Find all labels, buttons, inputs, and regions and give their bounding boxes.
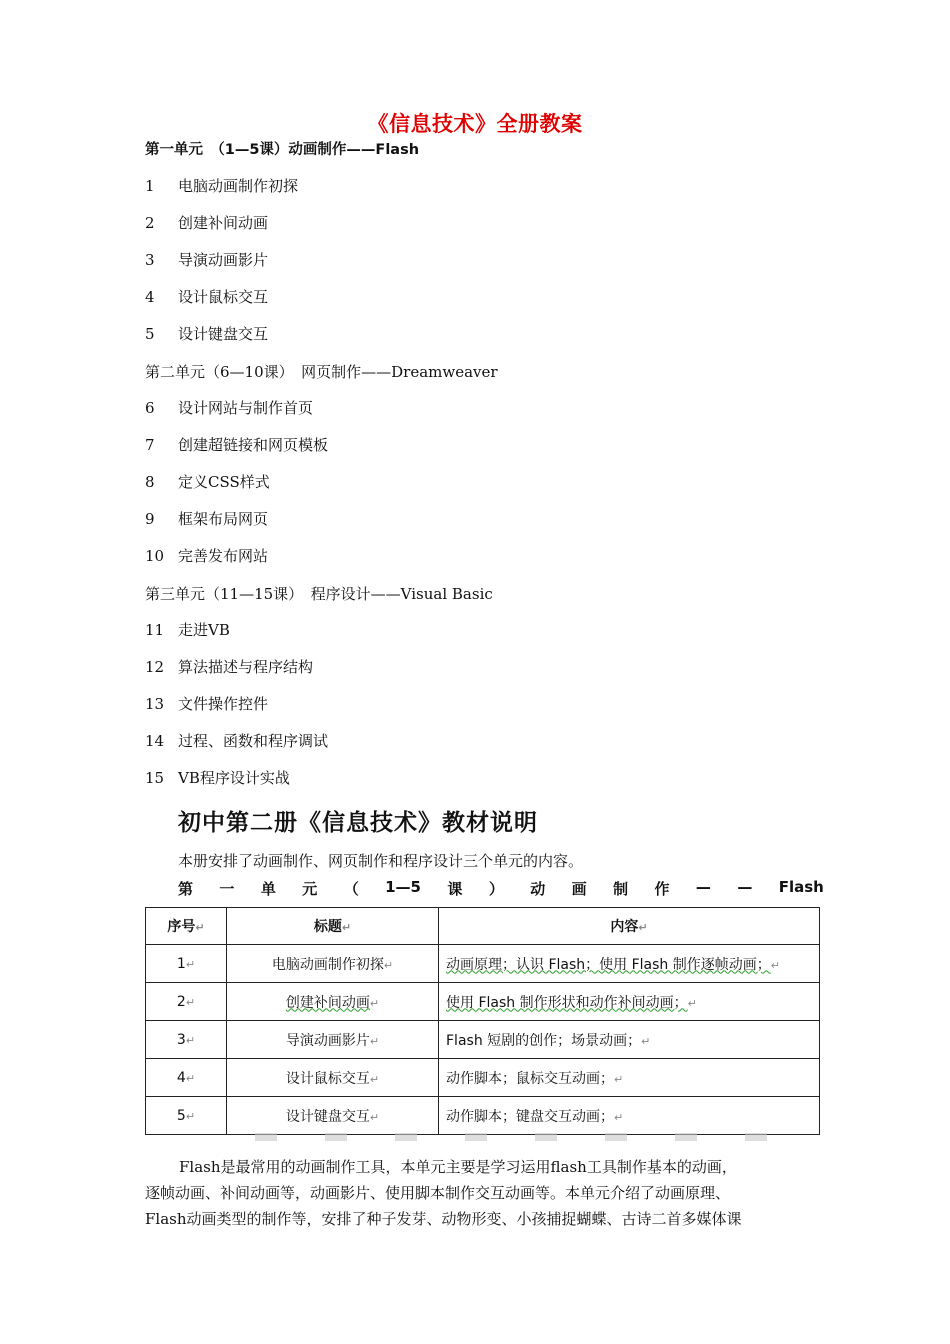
lesson-item [145, 546, 268, 566]
cell-content-text: 动作脚本；鼠标交互动画； [446, 1070, 614, 1087]
header-title [227, 908, 439, 945]
return-mark: ↵ [369, 1110, 380, 1124]
document-title: 《信息技术》全册教案 [367, 112, 583, 136]
lesson-item [145, 324, 268, 344]
cell-num [146, 1021, 227, 1059]
lesson-item [145, 620, 230, 640]
cell-num-text: 4 [176, 1069, 186, 1086]
heading-char: 制 [613, 880, 629, 898]
return-mark: ↵ [614, 1072, 624, 1086]
lesson-title: 定义CSS样式 [178, 473, 270, 491]
return-mark: ↵ [185, 995, 196, 1009]
lesson-title: 完善发布网站 [178, 547, 269, 565]
unit-description-paragraph [145, 1154, 825, 1232]
header-content [439, 908, 820, 945]
heading-char: 元 [302, 880, 318, 898]
lesson-title: 过程、函数和程序调试 [178, 732, 329, 750]
return-mark: ↵ [185, 1071, 196, 1085]
section-title: 初中第二册《信息技术》教材说明 [178, 810, 538, 836]
paragraph-line: Flash是最常用的动画制作工具，本单元主要是学习运用flash工具制作基本的动画， [179, 1158, 737, 1176]
return-mark: ↵ [185, 1109, 196, 1123]
lesson-title: 创建超链接和网页模板 [178, 436, 329, 454]
lesson-number: 5 [145, 325, 155, 343]
lesson-item [145, 694, 268, 714]
lesson-item [145, 250, 268, 270]
unit1-heading: 第一单元 （1—5课）动画制作——Flash [145, 142, 420, 158]
heading-char: 课 [447, 880, 463, 898]
lesson-title: 导演动画影片 [178, 251, 269, 269]
cell-title [227, 983, 439, 1021]
lesson-title: 文件操作控件 [178, 695, 269, 713]
return-mark: ↵ [185, 1033, 196, 1047]
lesson-number: 7 [145, 436, 155, 454]
heading-char: — [695, 878, 711, 896]
lesson-title: 算法描述与程序结构 [178, 658, 314, 676]
lesson-number: 9 [145, 510, 155, 528]
lesson-title: 走进VB [178, 621, 230, 639]
lesson-title: 设计鼠标交互 [178, 288, 269, 306]
lesson-item [145, 768, 290, 788]
lesson-number: 6 [145, 399, 155, 417]
return-mark: ↵ [383, 958, 394, 972]
return-mark: ↵ [185, 957, 196, 971]
header-title-label: 标题 [313, 919, 342, 935]
heading-char: 一 [219, 880, 235, 898]
cell-num [146, 1097, 227, 1135]
cell-num [146, 983, 227, 1021]
heading-char: 第 [178, 880, 194, 898]
cell-num [146, 1059, 227, 1097]
lesson-item [145, 398, 313, 418]
lesson-item [145, 509, 268, 529]
cell-title-text: 设计键盘交互 [285, 1108, 370, 1125]
lesson-title: 电脑动画制作初探 [178, 177, 299, 195]
lesson-number: 1 [145, 177, 155, 195]
heading-char: 作 [654, 880, 670, 898]
lesson-item [145, 657, 313, 677]
cell-title [227, 1097, 439, 1135]
cell-title-text: 导演动画影片 [285, 1032, 370, 1049]
cell-num-text: 2 [176, 993, 186, 1010]
lesson-number: 11 [145, 621, 165, 639]
lesson-number: 4 [145, 288, 155, 306]
faded-text-artifact [255, 1133, 815, 1141]
lesson-title: VB程序设计实战 [178, 769, 290, 787]
heading-char: （ [343, 880, 359, 898]
lesson-title: 设计网站与制作首页 [178, 399, 314, 417]
heading-char: 画 [571, 880, 587, 898]
return-mark: ↵ [369, 1034, 380, 1048]
unit1-table-heading [178, 878, 824, 899]
table-row [146, 1021, 820, 1059]
lesson-number: 15 [145, 769, 165, 787]
lesson-item [145, 287, 268, 307]
cell-content [439, 1021, 820, 1059]
return-mark: ↵ [687, 996, 697, 1010]
heading-char: — [737, 878, 753, 896]
unit2-heading: 第二单元（6—10课） 网页制作——Dreamweaver [145, 363, 498, 381]
lesson-number: 13 [145, 695, 165, 713]
heading-char: ） [488, 880, 504, 898]
return-mark: ↵ [614, 1110, 624, 1124]
cell-content [439, 945, 820, 983]
heading-char: 1—5 [385, 878, 421, 896]
heading-char: 动 [530, 880, 546, 898]
table-row [146, 983, 820, 1021]
return-mark: ↵ [770, 958, 780, 972]
paragraph-line: Flash动画类型的制作等，安排了种子发芽、动物形变、小孩捕捉蝴蝶、古诗二首多媒体课 [145, 1210, 742, 1228]
lesson-number: 2 [145, 214, 155, 232]
lesson-item [145, 435, 328, 455]
lesson-item [145, 472, 270, 492]
cell-content [439, 1097, 820, 1135]
cell-content [439, 983, 820, 1021]
cell-title-text: 设计鼠标交互 [285, 1070, 370, 1087]
return-mark: ↵ [341, 921, 352, 934]
cell-content-text: 使用 Flash 制作形状和动作补间动画； [446, 994, 688, 1011]
lesson-number: 14 [145, 732, 165, 750]
lesson-item [145, 731, 328, 751]
lesson-title: 创建补间动画 [178, 214, 269, 232]
cell-title-text: 电脑动画制作初探 [271, 956, 384, 973]
return-mark: ↵ [369, 1072, 380, 1086]
table-row [146, 1097, 820, 1135]
header-content-label: 内容 [610, 919, 639, 935]
header-num [146, 908, 227, 945]
cell-title [227, 945, 439, 983]
return-mark: ↵ [641, 1034, 651, 1048]
lesson-number: 10 [145, 547, 165, 565]
table-row [146, 945, 820, 983]
cell-num-text: 5 [176, 1107, 186, 1124]
cell-num [146, 945, 227, 983]
cell-content-text: 动画原理；认识 Flash；使用 Flash 制作逐帧动画； [446, 956, 771, 973]
cell-title-text: 创建补间动画 [285, 994, 370, 1011]
paragraph-line: 逐帧动画、补间动画等，动画影片、使用脚本制作交互动画等。本单元介绍了动画原理、 [145, 1184, 731, 1202]
intro-text: 本册安排了动画制作、网页制作和程序设计三个单元的内容。 [178, 852, 584, 870]
lesson-item [145, 213, 268, 233]
lesson-title: 框架布局网页 [178, 510, 269, 528]
cell-num-text: 1 [176, 955, 186, 972]
cell-title [227, 1021, 439, 1059]
cell-content-text: Flash 短剧的创作；场景动画； [446, 1032, 642, 1049]
lesson-number: 12 [145, 658, 165, 676]
lesson-table [145, 907, 820, 1135]
heading-char: 单 [260, 880, 276, 898]
unit3-heading: 第三单元（11—15课） 程序设计——Visual Basic [145, 585, 493, 603]
lesson-number: 8 [145, 473, 155, 491]
cell-content [439, 1059, 820, 1097]
return-mark: ↵ [195, 921, 205, 934]
table-header-row [146, 908, 820, 945]
lesson-item [145, 176, 298, 196]
return-mark: ↵ [638, 921, 648, 934]
lesson-title: 设计键盘交互 [178, 325, 269, 343]
header-num-label: 序号 [167, 919, 196, 935]
table-row [146, 1059, 820, 1097]
lesson-number: 3 [145, 251, 155, 269]
return-mark: ↵ [369, 996, 380, 1010]
heading-char: Flash [778, 878, 824, 896]
cell-content-text: 动作脚本；键盘交互动画； [446, 1108, 614, 1125]
cell-num-text: 3 [176, 1031, 186, 1048]
cell-title [227, 1059, 439, 1097]
